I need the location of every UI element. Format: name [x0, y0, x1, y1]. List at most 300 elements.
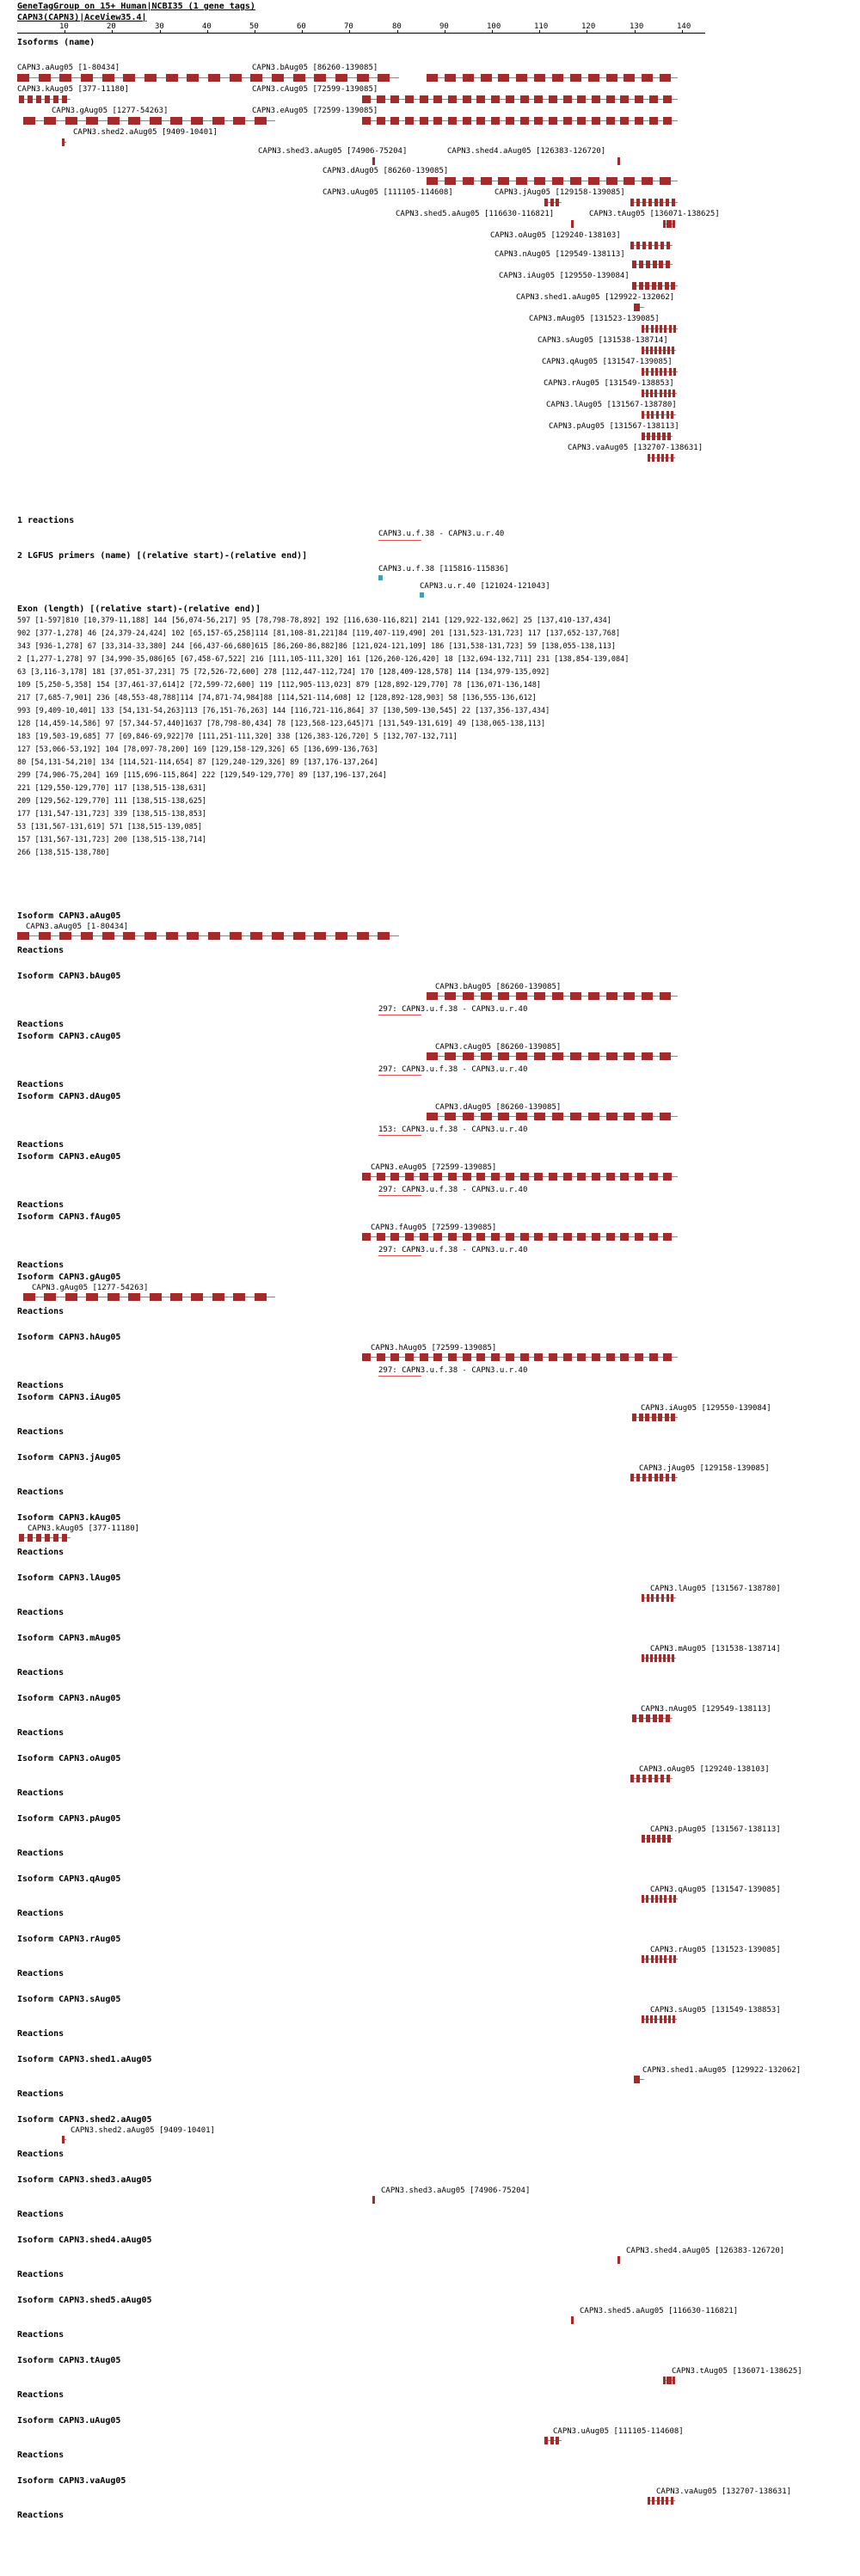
- overview-eAug05-exon[interactable]: [563, 117, 572, 125]
- isoform-17-exon[interactable]: [655, 1955, 658, 1963]
- reaction-label[interactable]: 297: CAPN3.u.f.38 - CAPN3.u.r.40: [378, 1246, 528, 1254]
- isoform-label[interactable]: CAPN3.hAug05 [72599-139085]: [371, 1344, 497, 1352]
- overview-bAug05-exon[interactable]: [660, 74, 671, 82]
- overview-dAug05-exon[interactable]: [552, 177, 563, 185]
- overview-aAug05-exon[interactable]: [230, 74, 242, 82]
- isoform-13-exon[interactable]: [632, 1714, 636, 1722]
- overview-rAug05-exon[interactable]: [646, 389, 648, 397]
- isoform-17-exon[interactable]: [642, 1955, 644, 1963]
- overview-isoform-label[interactable]: CAPN3.eAug05 [72599-139085]: [252, 107, 378, 115]
- overview-lAug05-exon[interactable]: [656, 411, 659, 419]
- isoform-18-exon[interactable]: [646, 2015, 648, 2023]
- isoform-3-exon[interactable]: [481, 1113, 492, 1120]
- isoform-2-exon[interactable]: [570, 1052, 581, 1060]
- overview-eAug05-exon[interactable]: [405, 117, 414, 125]
- overview-lAug05-exon[interactable]: [651, 411, 654, 419]
- overview-bAug05-exon[interactable]: [606, 74, 617, 82]
- overview-cAug05-exon[interactable]: [433, 95, 442, 103]
- overview-kAug05-exon[interactable]: [36, 95, 41, 103]
- isoform-label[interactable]: CAPN3.shed1.aAug05 [129922-132062]: [642, 2066, 802, 2075]
- overview-rAug05-exon[interactable]: [654, 389, 657, 397]
- overview-isoform-label[interactable]: CAPN3.rAug05 [131549-138853]: [544, 379, 674, 388]
- isoform-16-exon[interactable]: [646, 1895, 648, 1903]
- isoform-7-exon[interactable]: [563, 1353, 572, 1361]
- overview-eAug05-exon[interactable]: [520, 117, 529, 125]
- overview-sAug05-exon[interactable]: [650, 347, 653, 354]
- overview-gAug05-exon[interactable]: [170, 117, 182, 125]
- exon-row[interactable]: 221 [129,550-129,770] 117 [138,515-138,631]: [17, 784, 207, 793]
- isoform-3-exon[interactable]: [660, 1113, 671, 1120]
- overview-bAug05-exon[interactable]: [588, 74, 599, 82]
- isoform-13-exon[interactable]: [666, 1714, 670, 1722]
- isoform-0-exon[interactable]: [166, 932, 178, 940]
- isoform-label[interactable]: CAPN3.mAug05 [131538-138714]: [650, 1645, 781, 1653]
- overview-cAug05-exon[interactable]: [577, 95, 586, 103]
- isoform-11-exon[interactable]: [651, 1594, 654, 1602]
- overview-pAug05-exon[interactable]: [667, 432, 671, 440]
- isoform-label[interactable]: CAPN3.shed5.aAug05 [116630-116821]: [580, 2307, 739, 2315]
- overview-tAug05-exon[interactable]: [663, 220, 666, 228]
- overview-bAug05-exon[interactable]: [481, 74, 492, 82]
- overview-aAug05-exon[interactable]: [102, 74, 114, 82]
- isoform-5-exon[interactable]: [606, 1233, 615, 1241]
- isoform-11-exon[interactable]: [656, 1594, 659, 1602]
- isoform-0-exon[interactable]: [272, 932, 284, 940]
- overview-isoform-label[interactable]: CAPN3.vaAug05 [132707-138631]: [568, 444, 703, 452]
- overview-bAug05-exon[interactable]: [516, 74, 527, 82]
- overview-gAug05-exon[interactable]: [150, 117, 162, 125]
- overview-qAug05-exon[interactable]: [651, 368, 654, 376]
- isoform-15-exon[interactable]: [642, 1835, 645, 1843]
- isoform-7-exon[interactable]: [377, 1353, 385, 1361]
- overview-cAug05-exon[interactable]: [463, 95, 471, 103]
- isoform-4-exon[interactable]: [362, 1173, 371, 1181]
- exon-row[interactable]: 177 [131,547-131,723] 339 [138,515-138,853]: [17, 810, 207, 819]
- overview-nAug05-exon[interactable]: [639, 261, 643, 268]
- overview-qAug05-exon[interactable]: [660, 368, 662, 376]
- overview-cAug05-exon[interactable]: [506, 95, 514, 103]
- isoform-label[interactable]: CAPN3.nAug05 [129549-138113]: [641, 1705, 771, 1714]
- primer-label[interactable]: CAPN3.u.f.38 [115816-115836]: [378, 565, 509, 573]
- overview-uAug05-exon[interactable]: [556, 199, 559, 206]
- overview-isoform-label[interactable]: CAPN3.gAug05 [1277-54263]: [52, 107, 169, 115]
- overview-cAug05-exon[interactable]: [420, 95, 428, 103]
- overview-bAug05-exon[interactable]: [534, 74, 545, 82]
- overview-qAug05-exon[interactable]: [655, 368, 658, 376]
- isoform-11-exon[interactable]: [671, 1594, 673, 1602]
- isoform-label[interactable]: CAPN3.sAug05 [131549-138853]: [650, 2006, 781, 2015]
- isoform-18-exon[interactable]: [654, 2015, 657, 2023]
- overview-jAug05-exon[interactable]: [636, 199, 640, 206]
- isoform-9-exon[interactable]: [630, 1474, 634, 1481]
- isoform-6-exon[interactable]: [128, 1293, 140, 1301]
- isoform-15-exon[interactable]: [657, 1835, 660, 1843]
- isoform-title[interactable]: Isoform CAPN3.lAug05: [17, 1573, 121, 1583]
- isoform-4-exon[interactable]: [592, 1173, 600, 1181]
- isoform-12-exon[interactable]: [667, 1654, 670, 1662]
- overview-tAug05-exon[interactable]: [673, 220, 675, 228]
- isoform-3-exon[interactable]: [498, 1113, 509, 1120]
- isoform-label[interactable]: CAPN3.cAug05 [86260-139085]: [435, 1043, 562, 1052]
- overview-dAug05-exon[interactable]: [445, 177, 456, 185]
- overview-dAug05-exon[interactable]: [624, 177, 635, 185]
- overview-cAug05-exon[interactable]: [476, 95, 485, 103]
- isoform-title[interactable]: Isoform CAPN3.bAug05: [17, 972, 121, 981]
- overview-tAug05-exon[interactable]: [669, 220, 672, 228]
- isoform-24-exon[interactable]: [673, 2377, 675, 2384]
- isoform-9-exon[interactable]: [654, 1474, 658, 1481]
- isoform-12-exon[interactable]: [672, 1654, 674, 1662]
- isoform-17-exon[interactable]: [646, 1955, 648, 1963]
- isoform-1-exon[interactable]: [588, 992, 599, 1000]
- isoform-5-exon[interactable]: [476, 1233, 485, 1241]
- overview-eAug05-exon[interactable]: [663, 117, 672, 125]
- overview-bAug05-exon[interactable]: [427, 74, 438, 82]
- overview-jAug05-exon[interactable]: [630, 199, 634, 206]
- isoform-5-exon[interactable]: [563, 1233, 572, 1241]
- exon-row[interactable]: 266 [138,515-138,780]: [17, 849, 110, 857]
- isoform-4-exon[interactable]: [577, 1173, 586, 1181]
- exon-row[interactable]: 53 [131,567-131,619] 571 [138,515-139,085]: [17, 823, 202, 831]
- overview-aAug05-exon[interactable]: [357, 74, 369, 82]
- isoform-2-exon[interactable]: [642, 1052, 653, 1060]
- overview-iAug05-exon[interactable]: [658, 282, 662, 290]
- reaction-label[interactable]: 297: CAPN3.u.f.38 - CAPN3.u.r.40: [378, 1366, 528, 1375]
- isoform-7-exon[interactable]: [520, 1353, 529, 1361]
- overview-gAug05-exon[interactable]: [233, 117, 245, 125]
- overview-isoform-label[interactable]: CAPN3.kAug05 [377-11180]: [17, 85, 130, 94]
- isoform-9-exon[interactable]: [660, 1474, 663, 1481]
- isoform-1-exon[interactable]: [516, 992, 527, 1000]
- isoform-0-exon[interactable]: [102, 932, 114, 940]
- isoform-2-exon[interactable]: [445, 1052, 456, 1060]
- isoform-1-exon[interactable]: [498, 992, 509, 1000]
- isoform-0-exon[interactable]: [187, 932, 199, 940]
- overview-eAug05-exon[interactable]: [649, 117, 658, 125]
- overview-jAug05-exon[interactable]: [642, 199, 646, 206]
- isoform-1-exon[interactable]: [660, 992, 671, 1000]
- isoform-5-exon[interactable]: [362, 1233, 371, 1241]
- isoform-label[interactable]: CAPN3.pAug05 [131567-138113]: [650, 1825, 781, 1834]
- isoform-2-exon[interactable]: [552, 1052, 563, 1060]
- overview-iAug05-exon[interactable]: [639, 282, 643, 290]
- isoform-label[interactable]: CAPN3.bAug05 [86260-139085]: [435, 983, 562, 991]
- isoform-9-exon[interactable]: [636, 1474, 640, 1481]
- overview-eAug05-exon[interactable]: [377, 117, 385, 125]
- overview-sAug05-exon[interactable]: [672, 347, 674, 354]
- overview-eAug05-exon[interactable]: [620, 117, 629, 125]
- overview-eAug05-exon[interactable]: [534, 117, 543, 125]
- isoform-4-exon[interactable]: [420, 1173, 428, 1181]
- overview-gAug05-exon[interactable]: [65, 117, 77, 125]
- overview-kAug05-exon[interactable]: [45, 95, 50, 103]
- overview-isoform-label[interactable]: CAPN3.qAug05 [131547-139085]: [542, 358, 673, 366]
- isoform-1-exon[interactable]: [481, 992, 492, 1000]
- overview-cAug05-exon[interactable]: [649, 95, 658, 103]
- isoform-0-exon[interactable]: [123, 932, 135, 940]
- isoform-7-exon[interactable]: [405, 1353, 414, 1361]
- overview-mAug05-exon[interactable]: [651, 325, 654, 333]
- reaction-label[interactable]: 153: CAPN3.u.f.38 - CAPN3.u.r.40: [378, 1125, 528, 1134]
- overview-pAug05-exon[interactable]: [647, 432, 650, 440]
- overview-dAug05-exon[interactable]: [642, 177, 653, 185]
- overview-nAug05-exon[interactable]: [653, 261, 657, 268]
- isoform-5-exon[interactable]: [390, 1233, 399, 1241]
- isoform-1-exon[interactable]: [606, 992, 617, 1000]
- overview-isoform-label[interactable]: CAPN3.sAug05 [131538-138714]: [538, 336, 668, 345]
- isoform-12-exon[interactable]: [646, 1654, 648, 1662]
- isoform-11-exon[interactable]: [666, 1594, 669, 1602]
- overview-dAug05-exon[interactable]: [660, 177, 671, 185]
- isoform-2-exon[interactable]: [660, 1052, 671, 1060]
- isoform-13-exon[interactable]: [639, 1714, 643, 1722]
- isoform-5-exon[interactable]: [433, 1233, 442, 1241]
- isoform-title[interactable]: Isoform CAPN3.eAug05: [17, 1152, 121, 1162]
- overview-aAug05-exon[interactable]: [123, 74, 135, 82]
- isoform-0-exon[interactable]: [17, 932, 29, 940]
- isoform-2-exon[interactable]: [463, 1052, 474, 1060]
- isoform-4-exon[interactable]: [463, 1173, 471, 1181]
- isoform-6-exon[interactable]: [212, 1293, 224, 1301]
- isoform-21-exon[interactable]: [372, 2196, 375, 2204]
- isoform-5-exon[interactable]: [592, 1233, 600, 1241]
- isoform-0-exon[interactable]: [335, 932, 347, 940]
- isoform-2-exon[interactable]: [498, 1052, 509, 1060]
- isoform-18-exon[interactable]: [673, 2015, 675, 2023]
- exon-row[interactable]: 157 [131,567-131,723] 200 [138,515-138,714]: [17, 836, 207, 844]
- isoform-0-exon[interactable]: [357, 932, 369, 940]
- isoform-title[interactable]: Isoform CAPN3.rAug05: [17, 1935, 121, 1944]
- isoform-7-exon[interactable]: [420, 1353, 428, 1361]
- overview-jAug05-exon[interactable]: [660, 199, 663, 206]
- overview-isoform-label[interactable]: CAPN3.jAug05 [129158-139085]: [494, 188, 625, 197]
- isoform-8-exon[interactable]: [671, 1414, 675, 1421]
- isoform-7-exon[interactable]: [620, 1353, 629, 1361]
- exon-row[interactable]: 128 [14,459-14,586] 97 [57,344-57,440]1637 [78,798-80,434] 78 [123,568-123,645]71 [131,549-131,619] 49 [138,065-138,113]: [17, 720, 546, 728]
- overview-isoform-label[interactable]: CAPN3.mAug05 [131523-139085]: [529, 315, 660, 323]
- isoform-10-exon[interactable]: [28, 1534, 33, 1542]
- overview-rAug05-exon[interactable]: [642, 389, 644, 397]
- overview-sAug05-exon[interactable]: [646, 347, 648, 354]
- overview-isoform-label[interactable]: CAPN3.iAug05 [129550-139084]: [499, 272, 630, 280]
- isoform-1-exon[interactable]: [427, 992, 438, 1000]
- isoform-4-exon[interactable]: [506, 1173, 514, 1181]
- overview-qAug05-exon[interactable]: [669, 368, 672, 376]
- isoform-8-exon[interactable]: [665, 1414, 669, 1421]
- isoform-7-exon[interactable]: [390, 1353, 399, 1361]
- overview-vaAug05-exon[interactable]: [652, 454, 654, 462]
- isoform-18-exon[interactable]: [668, 2015, 671, 2023]
- overview-eAug05-exon[interactable]: [577, 117, 586, 125]
- isoform-3-exon[interactable]: [624, 1113, 635, 1120]
- isoform-7-exon[interactable]: [606, 1353, 615, 1361]
- overview-pAug05-exon[interactable]: [642, 432, 645, 440]
- isoform-10-exon[interactable]: [62, 1534, 67, 1542]
- isoform-3-exon[interactable]: [570, 1113, 581, 1120]
- overview-isoform-label[interactable]: CAPN3.pAug05 [131567-138113]: [549, 422, 679, 431]
- isoform-label[interactable]: CAPN3.tAug05 [136071-138625]: [672, 2367, 802, 2376]
- overview-lAug05-exon[interactable]: [671, 411, 673, 419]
- reaction-label[interactable]: CAPN3.u.f.38 - CAPN3.u.r.40: [378, 530, 505, 538]
- isoform-title[interactable]: Isoform CAPN3.hAug05: [17, 1333, 121, 1342]
- isoform-17-exon[interactable]: [673, 1955, 676, 1963]
- overview-dAug05-exon[interactable]: [427, 177, 438, 185]
- overview-vaAug05-exon[interactable]: [648, 454, 650, 462]
- overview-cAug05-exon[interactable]: [520, 95, 529, 103]
- isoform-10-exon[interactable]: [19, 1534, 24, 1542]
- isoform-12-exon[interactable]: [650, 1654, 653, 1662]
- gene-link[interactable]: CAPN3(CAPN3)|AceView35.4|: [17, 13, 147, 22]
- overview-eAug05-exon[interactable]: [433, 117, 442, 125]
- overview-isoform-label[interactable]: CAPN3.shed5.aAug05 [116630-116821]: [396, 210, 555, 218]
- overview-cAug05-exon[interactable]: [390, 95, 399, 103]
- isoform-3-exon[interactable]: [552, 1113, 563, 1120]
- overview-vaAug05-exon[interactable]: [661, 454, 664, 462]
- overview-dAug05-exon[interactable]: [463, 177, 474, 185]
- isoform-label[interactable]: CAPN3.kAug05 [377-11180]: [28, 1524, 140, 1533]
- overview-vaAug05-exon[interactable]: [671, 454, 673, 462]
- overview-nAug05-exon[interactable]: [632, 261, 636, 268]
- isoform-15-exon[interactable]: [662, 1835, 666, 1843]
- isoform-title[interactable]: Isoform CAPN3.sAug05: [17, 1995, 121, 2004]
- overview-eAug05-exon[interactable]: [549, 117, 557, 125]
- overview-pAug05-exon[interactable]: [662, 432, 666, 440]
- overview-isoform-label[interactable]: CAPN3.dAug05 [86260-139085]: [322, 167, 449, 175]
- isoform-5-exon[interactable]: [506, 1233, 514, 1241]
- overview-dAug05-exon[interactable]: [570, 177, 581, 185]
- overview-gAug05-exon[interactable]: [255, 117, 267, 125]
- overview-dAug05-exon[interactable]: [534, 177, 545, 185]
- isoform-12-exon[interactable]: [654, 1654, 657, 1662]
- isoform-0-exon[interactable]: [59, 932, 71, 940]
- isoform-title[interactable]: Isoform CAPN3.jAug05: [17, 1453, 121, 1463]
- isoform-16-exon[interactable]: [651, 1895, 654, 1903]
- isoform-4-exon[interactable]: [549, 1173, 557, 1181]
- isoform-4-exon[interactable]: [377, 1173, 385, 1181]
- overview-mAug05-exon[interactable]: [669, 325, 672, 333]
- exon-row[interactable]: 902 [377-1,278] 46 [24,379-24,424] 102 [65,157-65,258]114 [81,108-81,221]84 [119,407-119,490] 201 [131,523-131,723] 117 [137,652-137,768]: [17, 629, 621, 638]
- page-title[interactable]: GeneTagGroup on 15+ Human|NCBI35 (1 gene tags): [17, 2, 255, 11]
- overview-eAug05-exon[interactable]: [635, 117, 643, 125]
- overview-bAug05-exon[interactable]: [498, 74, 509, 82]
- isoform-label[interactable]: CAPN3.shed2.aAug05 [9409-10401]: [71, 2126, 215, 2135]
- isoform-4-exon[interactable]: [405, 1173, 414, 1181]
- isoform-7-exon[interactable]: [362, 1353, 371, 1361]
- isoform-9-exon[interactable]: [666, 1474, 669, 1481]
- reaction-label[interactable]: 297: CAPN3.u.f.38 - CAPN3.u.r.40: [378, 1065, 528, 1074]
- overview-cAug05-exon[interactable]: [491, 95, 500, 103]
- overview-aAug05-exon[interactable]: [144, 74, 157, 82]
- overview-isoform-label[interactable]: CAPN3.tAug05 [136071-138625]: [589, 210, 720, 218]
- overview-eAug05-exon[interactable]: [390, 117, 399, 125]
- isoform-9-exon[interactable]: [642, 1474, 646, 1481]
- isoform-15-exon[interactable]: [667, 1835, 671, 1843]
- isoform-6-exon[interactable]: [233, 1293, 245, 1301]
- exon-row[interactable]: 63 [3,116-3,178] 181 [37,051-37,231] 75 [72,526-72,600] 278 [112,447-112,724] 170 [128,409-128,578] 114 [134,979-135,092]: [17, 668, 550, 677]
- isoform-title[interactable]: Isoform CAPN3.shed5.aAug05: [17, 2296, 152, 2305]
- overview-shed1-exon[interactable]: [634, 304, 640, 311]
- overview-eAug05-exon[interactable]: [592, 117, 600, 125]
- isoform-7-exon[interactable]: [491, 1353, 500, 1361]
- isoform-4-exon[interactable]: [606, 1173, 615, 1181]
- overview-rAug05-exon[interactable]: [650, 389, 653, 397]
- overview-dAug05-exon[interactable]: [606, 177, 617, 185]
- isoform-1-exon[interactable]: [552, 992, 563, 1000]
- overview-dAug05-exon[interactable]: [588, 177, 599, 185]
- overview-oAug05-exon[interactable]: [642, 242, 646, 249]
- overview-cAug05-exon[interactable]: [635, 95, 643, 103]
- overview-bAug05-exon[interactable]: [552, 74, 563, 82]
- isoform-title[interactable]: Isoform CAPN3.shed3.aAug05: [17, 2175, 152, 2185]
- overview-oAug05-exon[interactable]: [654, 242, 658, 249]
- isoform-24-exon[interactable]: [669, 2377, 672, 2384]
- isoform-18-exon[interactable]: [660, 2015, 662, 2023]
- overview-isoform-label[interactable]: CAPN3.oAug05 [129240-138103]: [490, 231, 621, 240]
- overview-rAug05-exon[interactable]: [660, 389, 662, 397]
- overview-isoform-label[interactable]: CAPN3.nAug05 [129549-138113]: [494, 250, 625, 259]
- isoform-8-exon[interactable]: [639, 1414, 643, 1421]
- exon-row[interactable]: 2 [1,277-1,278] 97 [34,990-35,086]65 [67,458-67,522] 216 [111,105-111,320] 161 [126,260-126,420] 18 [132,694-132,711] 231 [138,854-139,084]: [17, 655, 630, 664]
- isoform-5-exon[interactable]: [377, 1233, 385, 1241]
- isoform-25-exon[interactable]: [544, 2437, 548, 2444]
- overview-nAug05-exon[interactable]: [646, 261, 650, 268]
- overview-cAug05-exon[interactable]: [377, 95, 385, 103]
- isoform-17-exon[interactable]: [651, 1955, 654, 1963]
- overview-kAug05-exon[interactable]: [19, 95, 24, 103]
- isoform-6-exon[interactable]: [23, 1293, 35, 1301]
- isoform-5-exon[interactable]: [463, 1233, 471, 1241]
- isoform-5-exon[interactable]: [448, 1233, 457, 1241]
- isoform-2-exon[interactable]: [606, 1052, 617, 1060]
- isoform-8-exon[interactable]: [645, 1414, 649, 1421]
- overview-gAug05-exon[interactable]: [23, 117, 35, 125]
- isoform-0-exon[interactable]: [208, 932, 220, 940]
- overview-dAug05-exon[interactable]: [498, 177, 509, 185]
- isoform-6-exon[interactable]: [150, 1293, 162, 1301]
- isoform-label[interactable]: CAPN3.gAug05 [1277-54263]: [32, 1284, 149, 1292]
- overview-cAug05-exon[interactable]: [563, 95, 572, 103]
- isoform-3-exon[interactable]: [606, 1113, 617, 1120]
- isoform-0-exon[interactable]: [293, 932, 305, 940]
- isoform-24-exon[interactable]: [663, 2377, 666, 2384]
- isoform-title[interactable]: Isoform CAPN3.uAug05: [17, 2416, 121, 2426]
- overview-iAug05-exon[interactable]: [632, 282, 636, 290]
- overview-qAug05-exon[interactable]: [673, 368, 676, 376]
- overview-gAug05-exon[interactable]: [86, 117, 98, 125]
- isoform-3-exon[interactable]: [427, 1113, 438, 1120]
- exon-row[interactable]: 127 [53,066-53,192] 104 [78,097-78,200] 169 [129,158-129,326] 65 [136,699-136,763]: [17, 745, 378, 754]
- overview-gAug05-exon[interactable]: [191, 117, 203, 125]
- overview-uAug05-exon[interactable]: [544, 199, 548, 206]
- isoform-11-exon[interactable]: [647, 1594, 649, 1602]
- overview-sAug05-exon[interactable]: [659, 347, 661, 354]
- isoform-14-exon[interactable]: [648, 1775, 652, 1782]
- isoform-4-exon[interactable]: [649, 1173, 658, 1181]
- isoform-label[interactable]: CAPN3.jAug05 [129158-139085]: [639, 1464, 770, 1473]
- overview-qAug05-exon[interactable]: [646, 368, 648, 376]
- exon-row[interactable]: 299 [74,906-75,204] 169 [115,696-115,864] 222 [129,549-129,770] 89 [137,196-137,264]: [17, 771, 387, 780]
- overview-shed5-exon[interactable]: [571, 220, 574, 228]
- overview-aAug05-exon[interactable]: [187, 74, 199, 82]
- isoform-label[interactable]: CAPN3.oAug05 [129240-138103]: [639, 1765, 770, 1774]
- overview-isoform-label[interactable]: CAPN3.shed4.aAug05 [126383-126720]: [447, 147, 606, 156]
- overview-gAug05-exon[interactable]: [128, 117, 140, 125]
- isoform-1-exon[interactable]: [624, 992, 635, 1000]
- isoform-5-exon[interactable]: [491, 1233, 500, 1241]
- isoform-3-exon[interactable]: [642, 1113, 653, 1120]
- overview-bAug05-exon[interactable]: [624, 74, 635, 82]
- isoform-1-exon[interactable]: [570, 992, 581, 1000]
